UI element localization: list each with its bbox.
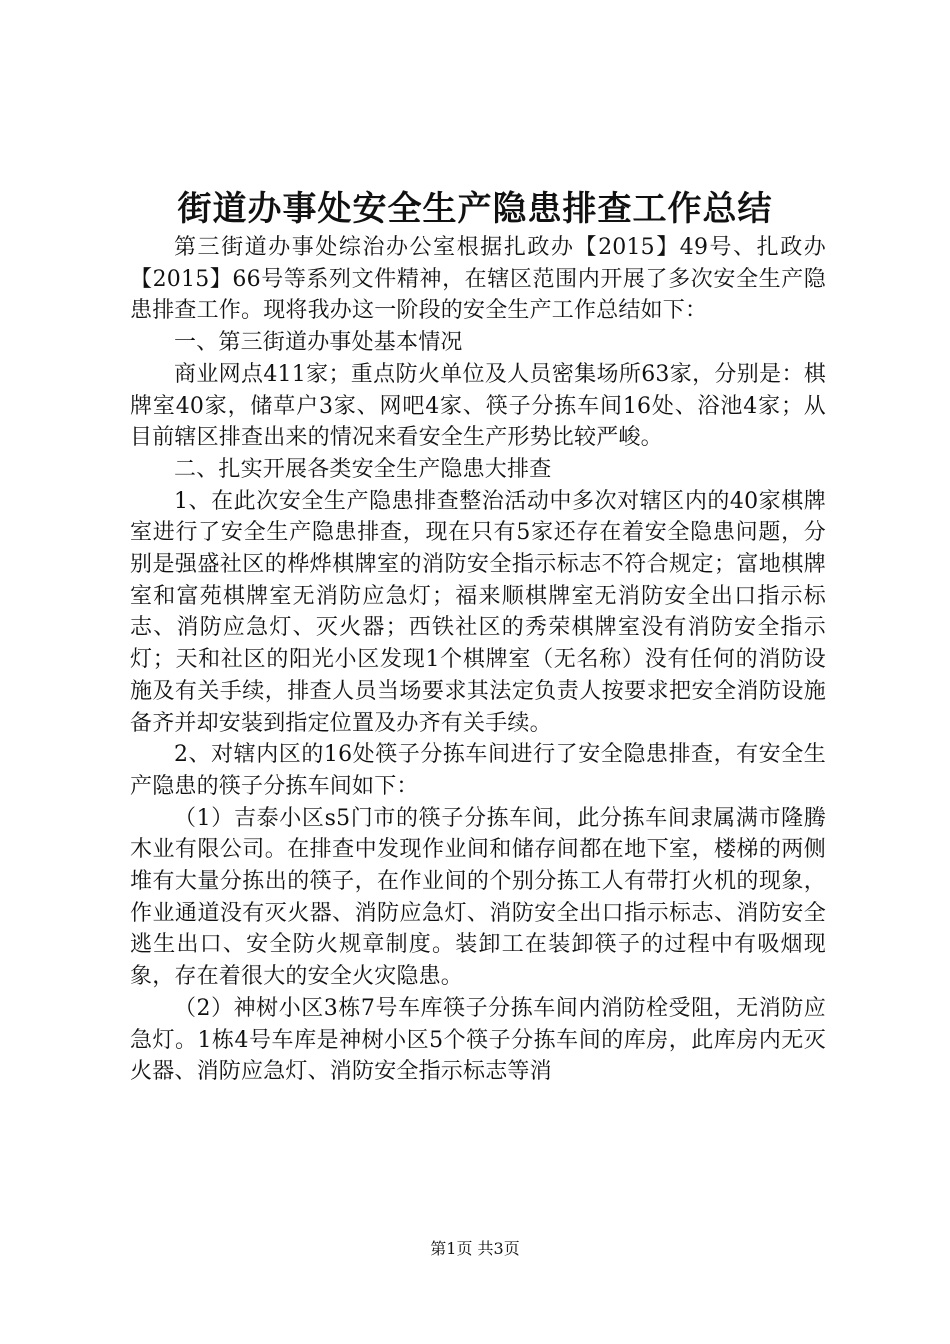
page-footer: 第1页 共3页 xyxy=(430,1239,520,1258)
paragraph-item-2: 2、对辖内区的16处筷子分拣车间进行了安全隐患排查，有安全生产隐患的筷子分拣车间如下： xyxy=(130,742,826,799)
section-heading-1: 一、第三街道办事处基本情况 xyxy=(174,330,463,356)
paragraph-intro: 第三街道办事处综治办公室根据扎政办【2015】49号、扎政办【2015】66号等系列文件精神，在辖区范围内开展了多次安全生产隐患排查工作。现将我办这一阶段的安全生产工作总结如下： xyxy=(130,235,826,324)
paragraph-subitem-2: （2）神树小区3栋7号车库筷子分拣车间内消防栓受阻，无消防应急灯。1栋4号车库是神树小区5个筷子分拣车间的库房，此库房内无灭火器、消防应急灯、消防安全指示标志等消 xyxy=(130,995,826,1085)
document-body xyxy=(130,232,826,1088)
paragraph-subitem-1: （1）吉泰小区s5门市的筷子分拣车间，此分拣车间隶属满市隆腾木业有限公司。在排查中发现作业间和储存间都在地下室，楼梯的两侧堆有大量分拣出的筷子，在作业间的个别分拣工人有带打火机的现象，作业通道没有灭火器、消防应急灯、消防安全出口指示标志、消防安全逃生出口、安全防火规章制度。装卸工在装卸筷子的过程中有吸烟现象，存在着很大的安全火灾隐患。 xyxy=(130,805,826,990)
section-heading-2: 二、扎实开展各类安全生产隐患大排查 xyxy=(174,456,552,482)
paragraph-item-1: 1、在此次安全生产隐患排查整治活动中多次对辖区内的40家棋牌室进行了安全生产隐患排查，现在只有5家还存在着安全隐患问题，分别是强盛社区的桦烨棋牌室的消防安全指示标志不符合规定；富地棋牌室和富苑棋牌室无消防应急灯；福来顺棋牌室无消防安全出口指示标志、消防应急灯、灭火器；西铁社区的秀荣棋牌室没有消防安全指示灯；天和社区的阳光小区发现1个棋牌室（无名称）没有任何的消防设施及有关手续，排查人员当场要求其法定负责人按要求把安全消防设施备齐并却安装到指定位置及办齐有关手续。 xyxy=(130,488,826,736)
document-title: 街道办事处安全生产隐患排查工作总结 xyxy=(177,189,773,229)
paragraph-basic-info: 商业网点411家；重点防火单位及人员密集场所63家，分别是：棋牌室40家，储草户3家、网吧4家、筷子分拣车间16处、浴池4家；从目前辖区排查出来的情况来看安全生产形势比较严峻。 xyxy=(130,361,826,451)
